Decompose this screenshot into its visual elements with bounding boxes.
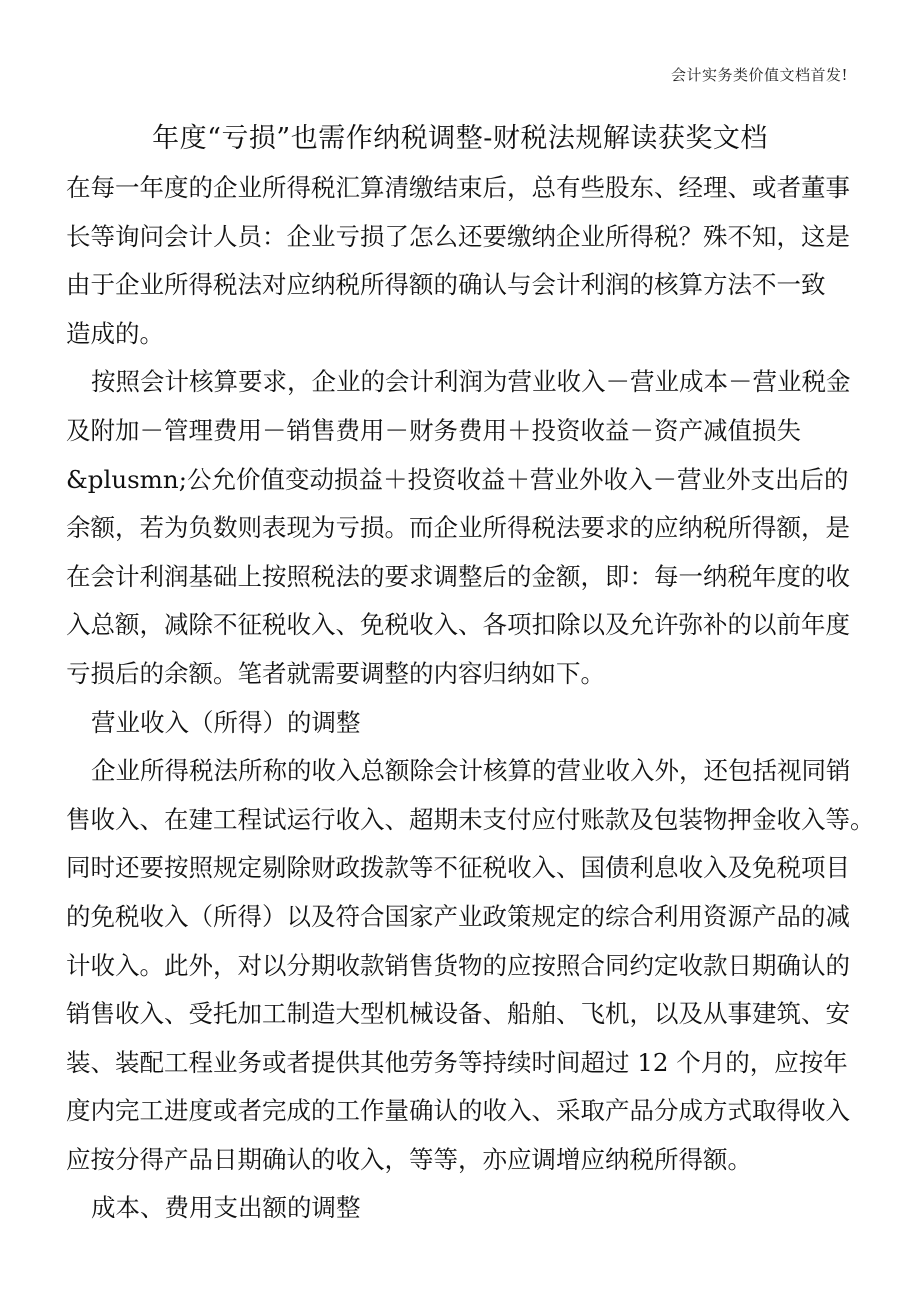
text-line: 按照会计核算要求，企业的会计利润为营业收入－营业成本－营业税金 bbox=[91, 367, 851, 397]
text-line: 长等询问会计人员：企业亏损了怎么还要缴纳企业所得税？殊不知，这是 bbox=[66, 221, 850, 251]
text-line: &plusmn;公允价值变动损益＋投资收益＋营业外收入－营业外支出后的 bbox=[66, 464, 849, 494]
text-line: 在每一年度的企业所得税汇算清缴结束后，总有些股东、经理、或者董事 bbox=[66, 173, 850, 202]
text-line: 同时还要按照规定剔除财政拨款等不征税收入、国债利息收入及免税项目 bbox=[66, 853, 850, 883]
paragraph-revenue-adjustment bbox=[66, 747, 875, 1184]
text-line: 销售收入、受托加工制造大型机械设备、船舶、飞机，以及从事建筑、安 bbox=[66, 999, 850, 1029]
header-note: 会计实务类价值文档首发! bbox=[670, 66, 848, 84]
text-line: 度内完工进度或者完成的工作量确认的收入、采取产品分成方式取得收入 bbox=[66, 1096, 850, 1126]
text-line: 应按分得产品日期确认的收入，等等，亦应调增应纳税所得额。 bbox=[66, 1144, 752, 1174]
text-line: 装、装配工程业务或者提供其他劳务等持续时间超过 12 个月的，应按年 bbox=[66, 1047, 848, 1077]
section-heading-cost bbox=[66, 1184, 858, 1233]
text-line: 入总额，减除不征税收入、免税收入、各项扣除以及允许弥补的以前年度 bbox=[66, 610, 850, 640]
text-line: 的免税收入（所得）以及符合国家产业政策规定的综合利用资源产品的减 bbox=[66, 901, 850, 931]
paragraph-accounting-profit bbox=[66, 358, 858, 698]
section-heading-revenue bbox=[66, 699, 858, 748]
text-line: 余额，若为负数则表现为亏损。而企业所得税法要求的应纳税所得额，是 bbox=[66, 513, 850, 543]
text-line: 成本、费用支出额的调整 bbox=[91, 1193, 361, 1223]
text-line: 亏损后的余额。笔者就需要调整的内容归纳如下。 bbox=[66, 658, 605, 688]
text-line: 由于企业所得税法对应纳税所得额的确认与会计利润的核算方法不一致 bbox=[66, 270, 826, 300]
text-line: 计收入。此外，对以分期收款销售货物的应按照合同约定收款日期确认的 bbox=[66, 950, 850, 980]
text-line: 在会计利润基础上按照税法的要求调整后的金额，即：每一纳税年度的收 bbox=[66, 561, 850, 591]
paragraph-intro bbox=[66, 164, 858, 358]
text-line: 售收入、在建工程试运行收入、超期未支付应付账款及包装物押金收入等。 bbox=[66, 804, 875, 834]
text-line: 及附加－管理费用－销售费用－财务费用＋投资收益－资产减值损失 bbox=[66, 415, 801, 445]
document-body bbox=[66, 164, 875, 1233]
text-line: 造成的。 bbox=[66, 318, 164, 348]
document-title: 年度“亏损”也需作纳税调整-财税法规解读获奖文档 bbox=[152, 123, 768, 154]
text-line: 营业收入（所得）的调整 bbox=[91, 707, 361, 737]
text-line: 企业所得税法所称的收入总额除会计核算的营业收入外，还包括视同销 bbox=[91, 756, 851, 786]
